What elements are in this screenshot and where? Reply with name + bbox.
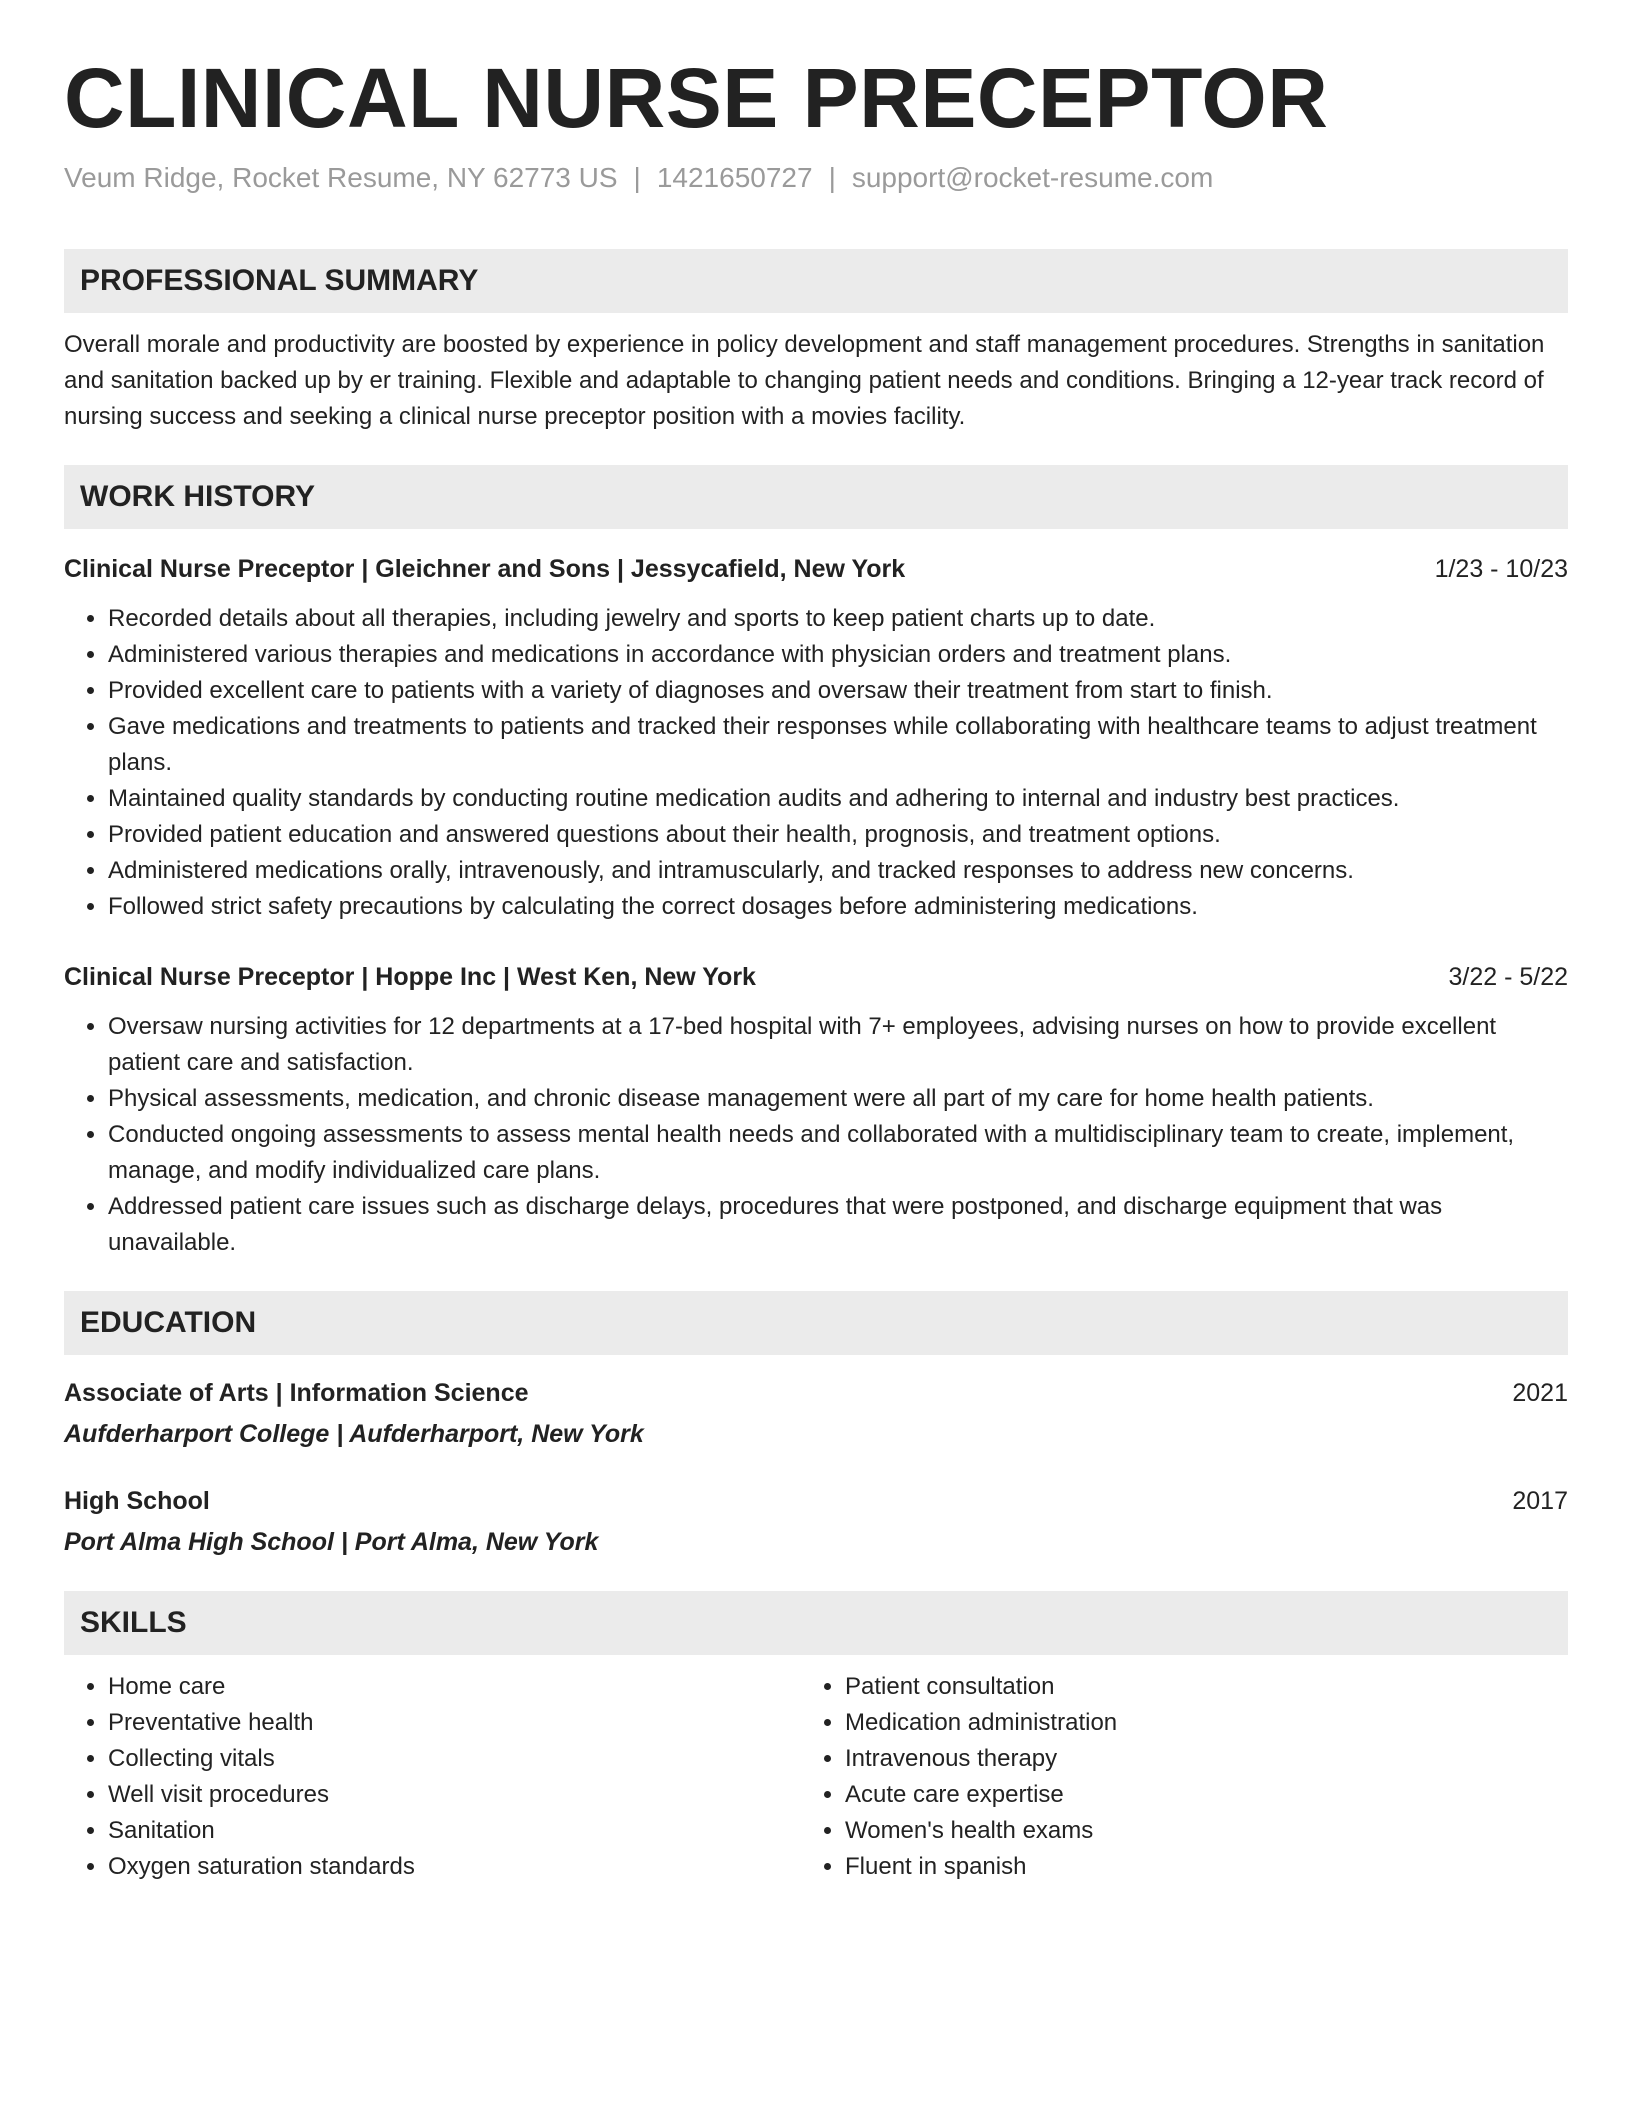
job-title: Clinical Nurse Preceptor | Hoppe Inc | West Ken, New York [64, 962, 756, 991]
job-dates: 1/23 - 10/23 [1434, 554, 1568, 583]
job-bullet: • Administered various therapies and medications in accordance with physician orders and treatment plans. [108, 637, 1568, 673]
education-degree: High School [64, 1486, 210, 1515]
skill-item: • Home care [108, 1669, 801, 1705]
contact-email: support@rocket-resume.com [851, 162, 1214, 194]
education-entry [64, 1375, 1568, 1453]
education-school: Aufderharport College | Aufderharport, New York [64, 1419, 644, 1448]
education-header [64, 1375, 1568, 1411]
section-heading-skills: SKILLS [64, 1591, 1568, 1655]
skill-item: • Collecting vitals [108, 1741, 801, 1777]
skill-item: • Oxygen saturation standards [108, 1849, 801, 1885]
job-bullet: • Addressed patient care issues such as discharge delays, procedures that were postponed, and discharge equipment that was unavailable. [108, 1189, 1568, 1261]
summary-text: Overall morale and productivity are boosted by experience in policy development and staff management procedures. Strengths in sanitation and sanitation backed up by er training. Flexible and adaptable to changing patient needs and conditions. Bringing a 12-year track record of nursing success and seeking a clinical nurse preceptor position with a movies facility. [64, 330, 1545, 430]
candidate-name: CLINICAL NURSE PRECEPTOR [64, 51, 1329, 145]
education-header [64, 1483, 1568, 1519]
contact-line [64, 160, 1568, 196]
job-bullet: • Oversaw nursing activities for 12 departments at a 17-bed hospital with 7+ employees, advising nurses on how to provide excellent patient care and satisfaction. [108, 1009, 1568, 1081]
job-bullet: • Maintained quality standards by conducting routine medication audits and adhering to internal and industry best practices. [108, 781, 1568, 817]
education-year: 2021 [1512, 1378, 1568, 1407]
job-bullet: • Provided excellent care to patients with a variety of diagnoses and oversaw their treatment from start to finish. [108, 673, 1568, 709]
job-title: Clinical Nurse Preceptor | Gleichner and Sons | Jessycafield, New York [64, 554, 906, 583]
skill-item: • Women's health exams [845, 1813, 1538, 1849]
contact-separator: | [633, 162, 641, 194]
skills-grid [64, 1669, 1568, 1885]
job-header [64, 551, 1568, 587]
skill-item: • Preventative health [108, 1705, 801, 1741]
contact-separator: | [828, 162, 836, 194]
education-degree: Associate of Arts | Information Science [64, 1378, 529, 1407]
job-dates: 3/22 - 5/22 [1448, 962, 1568, 991]
job-entry [64, 551, 1568, 925]
section-heading-education: EDUCATION [64, 1291, 1568, 1355]
job-bullet: • Physical assessments, medication, and chronic disease management were all part of my care for home health patients. [108, 1081, 1568, 1117]
skill-item: • Fluent in spanish [845, 1849, 1538, 1885]
education-school: Port Alma High School | Port Alma, New York [64, 1527, 599, 1556]
section-heading-work-history: WORK HISTORY [64, 465, 1568, 529]
education-year: 2017 [1512, 1486, 1568, 1515]
education-entry [64, 1483, 1568, 1561]
job-bullet: • Conducted ongoing assessments to assess mental health needs and collaborated with a multidisciplinary team to create, implement, manage, and modify individualized care plans. [108, 1117, 1568, 1189]
skills-list [801, 1669, 1538, 1885]
job-bullet: • Followed strict safety precautions by calculating the correct dosages before administering medications. [108, 889, 1568, 925]
skill-item: • Acute care expertise [845, 1777, 1538, 1813]
skill-item: • Medication administration [845, 1705, 1538, 1741]
job-entry [64, 959, 1568, 1261]
job-bullets [64, 1009, 1568, 1261]
skills-column-left [64, 1669, 801, 1885]
job-header [64, 959, 1568, 995]
skill-item: • Well visit procedures [108, 1777, 801, 1813]
job-bullet: • Recorded details about all therapies, including jewelry and sports to keep patient charts up to date. [108, 601, 1568, 637]
job-bullet: • Administered medications orally, intravenously, and intramuscularly, and tracked responses to address new concerns. [108, 853, 1568, 889]
skills-column-right [801, 1669, 1538, 1885]
skill-item: • Intravenous therapy [845, 1741, 1538, 1777]
skill-item: • Sanitation [108, 1813, 801, 1849]
skill-item: • Patient consultation [845, 1669, 1538, 1705]
skills-list [64, 1669, 801, 1885]
contact-phone: 1421650727 [656, 162, 813, 194]
job-bullet: • Gave medications and treatments to patients and tracked their responses while collaborating with healthcare teams to adjust treatment plans. [108, 709, 1568, 781]
job-bullet: • Provided patient education and answered questions about their health, prognosis, and treatment options. [108, 817, 1568, 853]
job-bullets [64, 601, 1568, 925]
section-heading-summary: PROFESSIONAL SUMMARY [64, 249, 1568, 313]
contact-address: Veum Ridge, Rocket Resume, NY 62773 US [64, 162, 618, 194]
